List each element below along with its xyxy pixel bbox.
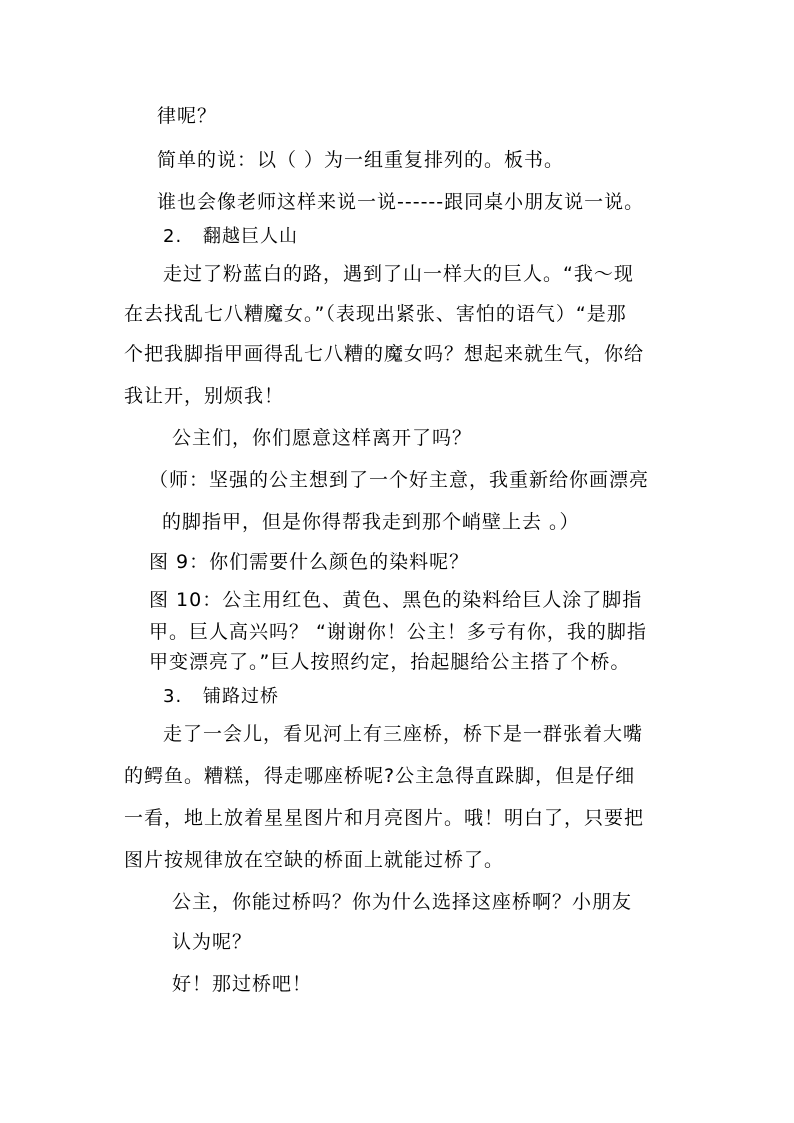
text-line: 简单的说：以（ ）为一组重复排列的。板书。	[157, 149, 565, 171]
text-line: 在去找乱七八糟魔女。”（表现出紧张、害怕的语气）“是那	[124, 303, 627, 325]
section-number: 2.	[163, 226, 183, 247]
section-title: 翻越巨人山	[203, 226, 298, 247]
text-line: 走过了粉蓝白的路，遇到了山一样大的巨人。“我～现	[163, 263, 634, 285]
text-line: 好！那过桥吧！	[172, 973, 313, 995]
section-number: 3.	[163, 686, 183, 707]
text-line: 图 10：公主用红色、黄色、黑色的染料给巨人涂了脚指	[149, 589, 643, 611]
text-line: 的脚指甲，但是你得帮我走到那个峭壁上去 。）	[162, 511, 580, 533]
text-line: 律呢？	[157, 105, 218, 127]
section-heading	[163, 225, 298, 249]
text-line: 图片按规律放在空缺的桥面上就能过桥了。	[124, 849, 505, 871]
text-line: 公主们，你们愿意这样离开了吗？	[172, 427, 473, 449]
text-line: 甲。巨人高兴吗？ “谢谢你！公主！多亏有你，我的脚指	[149, 621, 647, 643]
section-heading	[163, 685, 279, 709]
text-line: 走了一会儿，看见河上有三座桥，桥下是一群张着大嘴	[163, 723, 644, 745]
text-line: 甲变漂亮了。”巨人按照约定，抬起腿给公主搭了个桥。	[149, 651, 631, 673]
text-line: （师：坚强的公主想到了一个好主意，我重新给你画漂亮	[149, 469, 650, 491]
text-line: 认为呢？	[172, 931, 253, 953]
text-line: 公主，你能过桥吗？你为什么选择这座桥啊？小朋友	[172, 891, 633, 913]
text-line: 图 9：你们需要什么颜色的染料呢？	[149, 551, 470, 573]
section-title: 铺路过桥	[203, 686, 279, 707]
text-line: 的鳄鱼。糟糕，得走哪座桥呢?公主急得直跺脚，但是仔细	[124, 765, 636, 787]
text-line: 谁也会像老师这样来说一说------跟同桌小朋友说一说。	[157, 191, 645, 213]
text-line: 我让开，别烦我！	[124, 385, 285, 407]
text-line: 个把我脚指甲画得乱七八糟的魔女吗？想起来就生气，你给	[124, 343, 645, 365]
text-line: 一看，地上放着星星图片和月亮图片。哦！明白了，只要把	[124, 807, 645, 829]
